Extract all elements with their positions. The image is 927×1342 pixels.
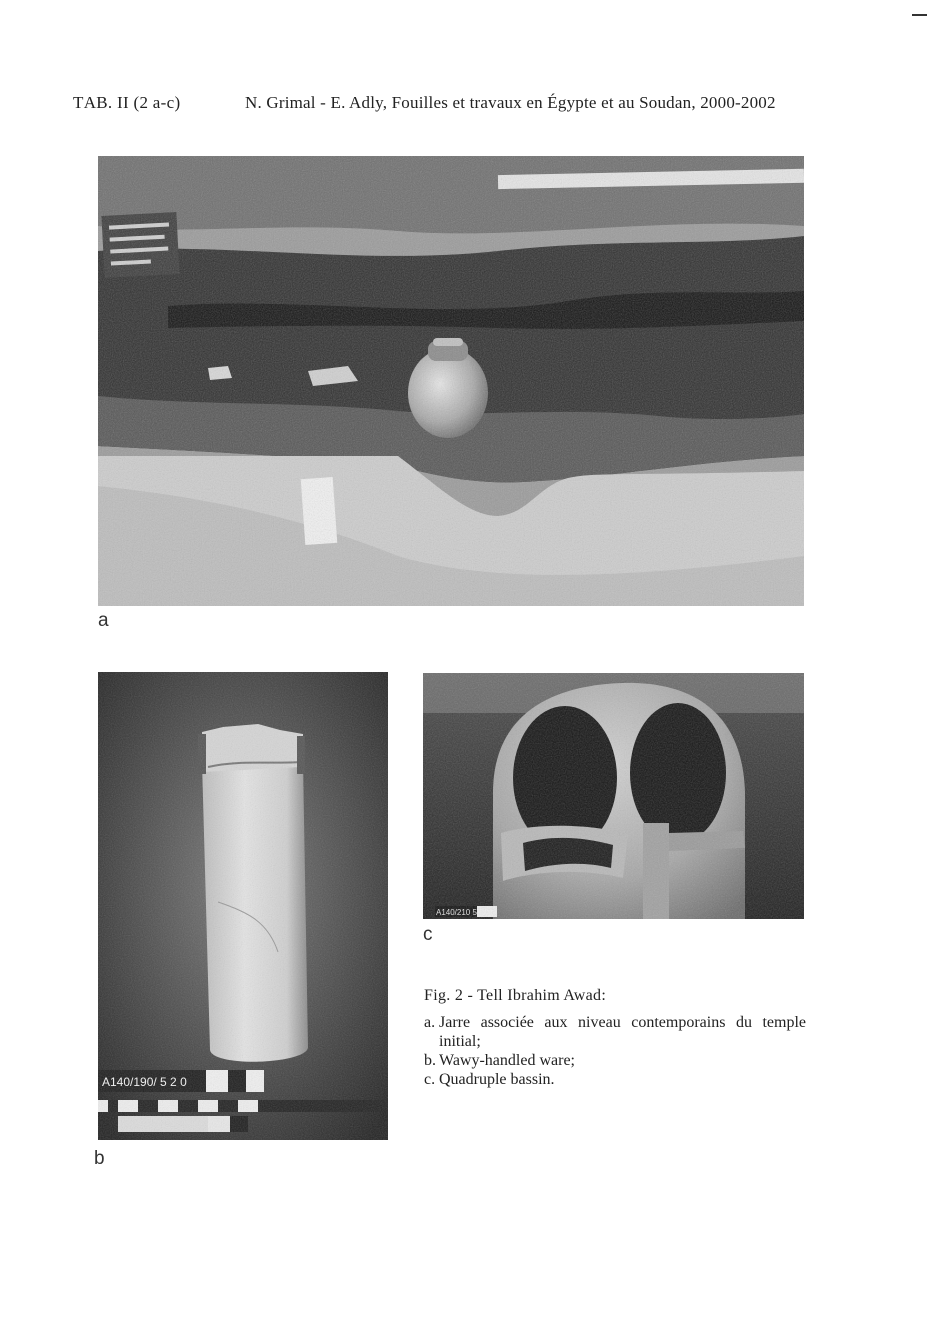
caption-item-a bbox=[424, 1013, 806, 1051]
figure-b-photo bbox=[98, 672, 388, 1140]
page-edge-mark bbox=[912, 14, 927, 16]
caption-item-text: Wawy-handled ware; bbox=[439, 1052, 575, 1069]
caption-item-c bbox=[424, 1070, 806, 1089]
caption-item-text: Quadruple bassin. bbox=[439, 1071, 555, 1088]
figure-a-photo bbox=[98, 156, 804, 606]
figure-c-tag: A140/210 5 bbox=[436, 908, 477, 917]
figure-caption bbox=[424, 986, 806, 1089]
figure-c-photo bbox=[423, 673, 804, 919]
caption-item-marker: a. bbox=[424, 1014, 436, 1031]
figure-a-label: a bbox=[98, 610, 109, 631]
running-title: N. Grimal - E. Adly, Fouilles et travaux en Égypte et au Soudan, 2000-2002 bbox=[245, 93, 776, 112]
figure-c-label: c bbox=[423, 924, 433, 945]
caption-item-b bbox=[424, 1051, 806, 1070]
caption-item-marker: b. bbox=[424, 1052, 436, 1069]
caption-item-text: Jarre associée aux niveau contemporains du temple initial; bbox=[439, 1014, 806, 1050]
figure-b-tag: A140/190/ 5 2 0 bbox=[102, 1075, 187, 1089]
plate-number: TAB. II (2 a-c) bbox=[73, 93, 181, 112]
figure-b-label: b bbox=[94, 1148, 105, 1169]
caption-item-marker: c. bbox=[424, 1071, 436, 1088]
caption-title: Fig. 2 - Tell Ibrahim Awad: bbox=[424, 987, 607, 1004]
